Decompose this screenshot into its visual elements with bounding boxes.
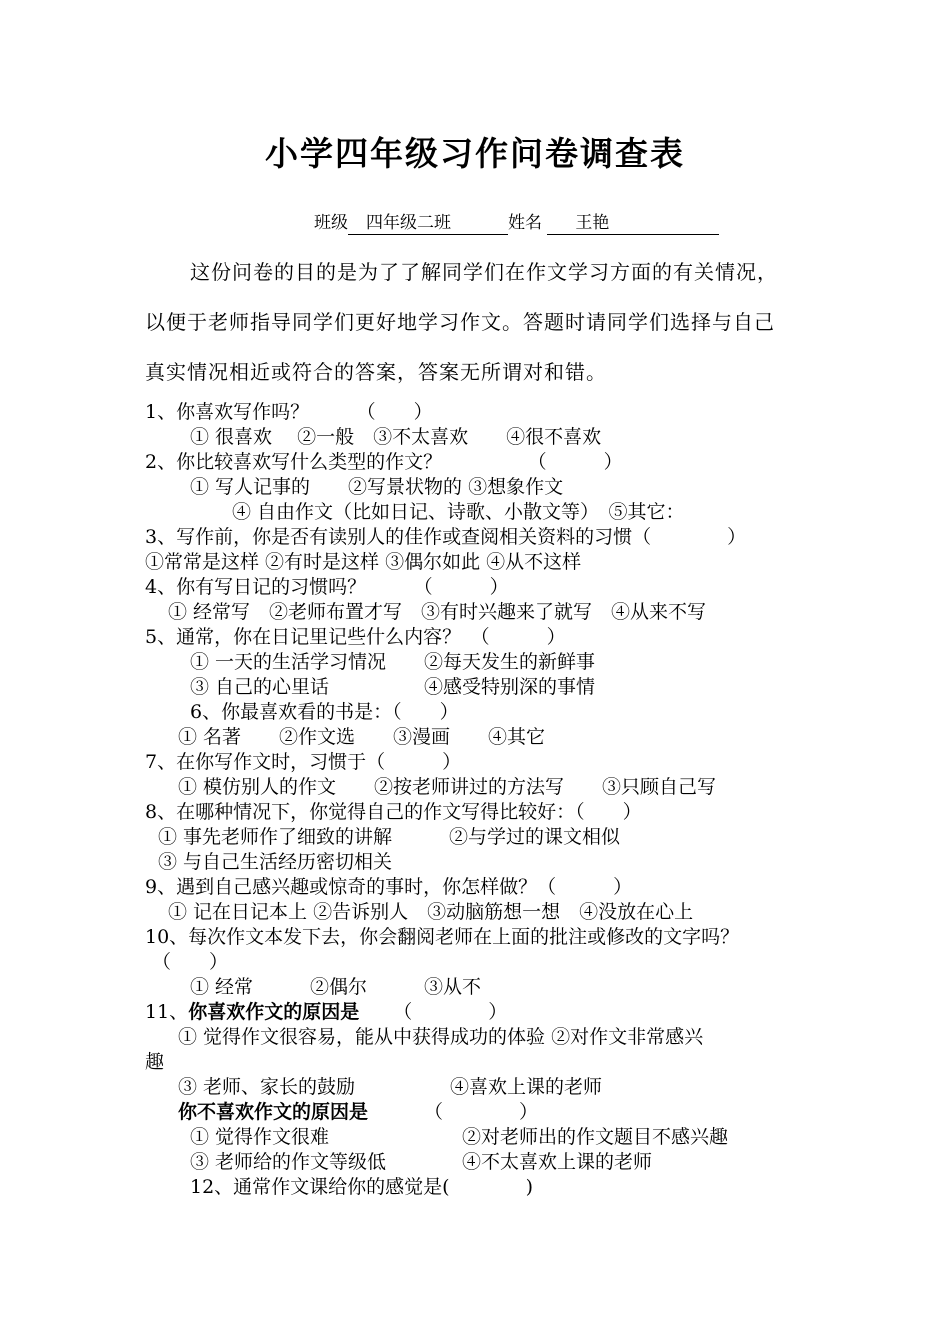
question-5-options: ① 一天的生活学习情况 ②每天发生的新鲜事 <box>190 651 596 673</box>
question-11b-options: ③ 老师给的作文等级低 ④不太喜欢上课的老师 <box>190 1151 653 1173</box>
question-11-options: ③ 老师、家长的鼓励 ④喜欢上课的老师 <box>178 1076 603 1098</box>
question-7: 7、在你写作文时，习惯于（ ） <box>145 751 462 773</box>
class-label: 班级 <box>314 213 348 233</box>
question-7-options: ① 模仿别人的作文 ②按老师讲过的方法写 ③只顾自己写 <box>178 776 717 798</box>
question-8: 8、在哪种情况下，你觉得自己的作文写得比较好：（ ） <box>145 801 642 823</box>
name-label: 姓名 <box>508 213 542 233</box>
intro-line: 以便于老师指导同学们更好地学习作文。答题时请同学们选择与自己 <box>145 310 775 334</box>
question-1: 1、你喜欢写作吗？ （ ） <box>145 401 433 423</box>
question-8-options: ① 事先老师作了细致的讲解 ②与学过的课文相似 <box>158 826 621 848</box>
question-11-options: ① 觉得作文很容易，能从中获得成功的体验 ②对作文非常感兴 <box>178 1026 704 1048</box>
question-2-options: ① 写人记事的 ②写景状物的 ③想象作文 <box>190 476 564 498</box>
name-value: 王艳 <box>547 212 719 235</box>
question-5-options: ③ 自己的心里话 ④感受特别深的事情 <box>190 676 596 698</box>
question-6-options: ① 名著 ②作文选 ③漫画 ④其它 <box>178 726 546 748</box>
question-10-options: ① 经常 ②偶尔 ③从不 <box>190 976 482 998</box>
question-6: 6、你最喜欢看的书是：（ ） <box>190 701 459 723</box>
question-11 <box>145 1000 507 1024</box>
intro-line: 这份问卷的目的是为了了解同学们在作文学习方面的有关情况， <box>190 260 778 284</box>
question-12: 12、通常作文课给你的感觉是( ) <box>190 1176 534 1198</box>
question-2-options: ④ 自由作文（比如日记、诗歌、小散文等） ⑤其它： <box>232 501 685 523</box>
question-4-options: ① 经常写 ②老师布置才写 ③有时兴趣来了就写 ④从来不写 <box>168 601 707 623</box>
class-value: 四年级二班 <box>348 212 508 235</box>
intro-line: 真实情况相近或符合的答案，答案无所谓对和错。 <box>145 360 607 384</box>
question-5: 5、通常，你在日记里记些什么内容？ （ ） <box>145 626 566 648</box>
question-10: 10、每次作文本发下去，你会翻阅老师在上面的批注或修改的文字吗？ <box>145 926 740 948</box>
student-info <box>314 208 719 235</box>
question-11b-options: ① 觉得作文很难 ②对老师出的作文题目不感兴趣 <box>190 1126 729 1148</box>
question-9: 9、遇到自己感兴趣或惊奇的事时，你怎样做？（ ） <box>145 876 633 898</box>
question-3: 3、写作前，你是否有读别人的佳作或查阅相关资料的习惯（ ） <box>145 526 747 548</box>
answer-blank: （ ） <box>393 1001 508 1023</box>
answer-blank: （ ） <box>424 1101 539 1123</box>
question-8-options: ③ 与自己生活经历密切相关 <box>158 851 393 873</box>
question-3-options: ①常常是这样 ②有时是这样 ③偶尔如此 ④从不这样 <box>145 551 582 573</box>
question-11-options: 趣 <box>145 1051 165 1073</box>
page-title: 小学四年级习作问卷调查表 <box>265 134 685 173</box>
question-number: 11、 <box>145 1001 189 1023</box>
question-11b <box>178 1100 538 1124</box>
question-9-options: ① 记在日记本上 ②告诉别人 ③动脑筋想一想 ④没放在心上 <box>168 901 694 923</box>
question-2: 2、你比较喜欢写什么类型的作文？ （ ） <box>145 451 623 473</box>
question-4: 4、你有写日记的习惯吗？ （ ） <box>145 576 509 598</box>
question-text: 你不喜欢作文的原因是 <box>178 1101 369 1123</box>
question-text: 你喜欢作文的原因是 <box>188 1001 360 1023</box>
question-10-answer: （ ） <box>152 951 229 973</box>
question-1-options: ① 很喜欢 ②一般 ③不太喜欢 ④很不喜欢 <box>190 426 602 448</box>
